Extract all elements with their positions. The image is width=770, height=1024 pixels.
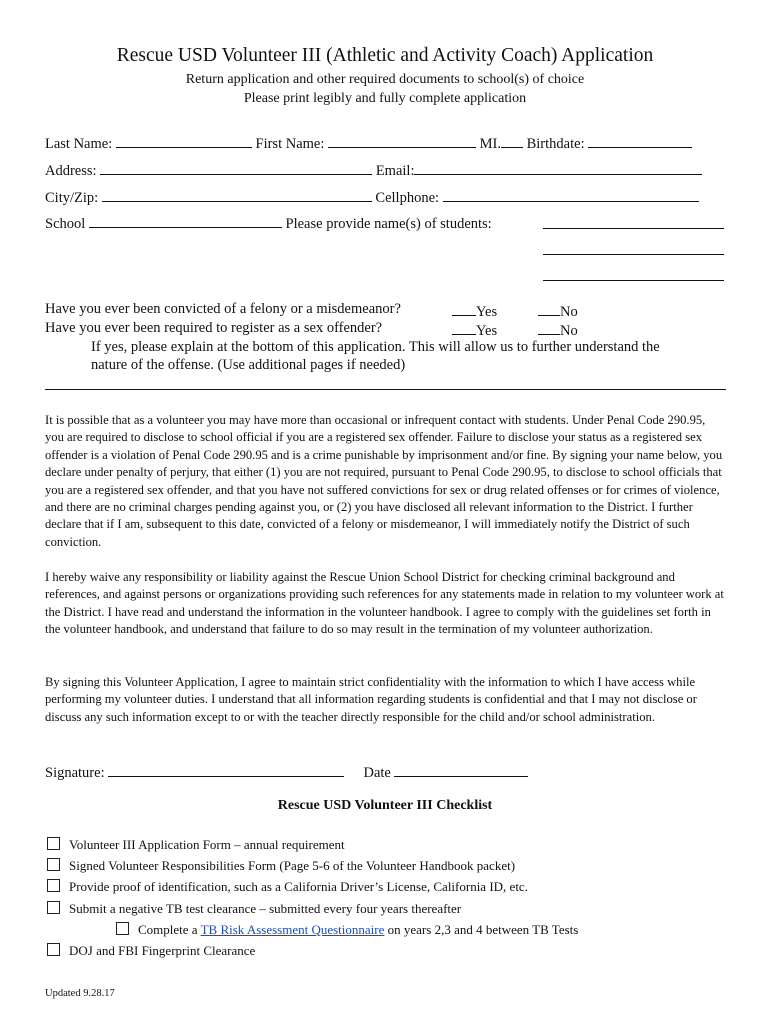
offender-no-label: No bbox=[560, 323, 578, 339]
date-field[interactable] bbox=[394, 762, 528, 777]
cityzip-label: City/Zip: bbox=[45, 190, 99, 206]
checklist-item-label: Signed Volunteer Responsibilities Form (Page 5-6 of the Volunteer Handbook packet) bbox=[69, 858, 516, 873]
cityzip-field[interactable] bbox=[102, 187, 372, 202]
checklist-item bbox=[47, 879, 528, 895]
confidentiality-paragraph: By signing this Volunteer Application, I agree to maintain strict confidentiality with the information to which I have access while performing my volunteer duties. I understand that all information regarding students is confidential and that I may not disclose or discuss any such information except to or with the teacher directly responsible for the child and/or school administration. bbox=[45, 675, 697, 724]
checkbox[interactable] bbox=[47, 837, 60, 850]
checklist-item-label: Submit a negative TB test clearance – submitted every four years thereafter bbox=[69, 901, 462, 916]
felony-yes[interactable] bbox=[452, 301, 497, 321]
checklist-title: Rescue USD Volunteer III Checklist bbox=[277, 798, 493, 813]
checklist-subitem bbox=[116, 922, 578, 938]
felony-no-label: No bbox=[560, 304, 578, 320]
offender-yes[interactable] bbox=[452, 320, 497, 340]
subitem-suffix: on years 2,3 and 4 between TB Tests bbox=[387, 922, 579, 937]
explain-line-2: nature of the offense. (Use additional pages if needed) bbox=[91, 357, 406, 373]
birthdate-field[interactable] bbox=[588, 133, 692, 148]
signature-field[interactable] bbox=[108, 762, 344, 777]
school-label: School bbox=[45, 216, 86, 232]
offender-yes-label: Yes bbox=[476, 323, 498, 339]
subtitle-return: Return application and other required documents to school(s) of choice bbox=[185, 72, 585, 87]
felony-no-blank[interactable] bbox=[538, 301, 560, 316]
cellphone-label: Cellphone: bbox=[375, 190, 440, 206]
checklist-item bbox=[47, 858, 515, 874]
last-name-field[interactable] bbox=[116, 133, 252, 148]
checklist-item bbox=[47, 943, 255, 959]
email-field[interactable] bbox=[414, 160, 702, 175]
signature-row bbox=[45, 762, 528, 782]
checkbox[interactable] bbox=[47, 901, 60, 914]
checkbox[interactable] bbox=[47, 943, 60, 956]
cellphone-field[interactable] bbox=[443, 187, 699, 202]
offender-yes-blank[interactable] bbox=[452, 320, 476, 335]
students-label: Please provide name(s) of students: bbox=[285, 216, 492, 232]
student-name-field-1[interactable] bbox=[543, 213, 724, 229]
checklist-item bbox=[47, 837, 345, 853]
date-label: Date bbox=[363, 765, 391, 781]
address-field[interactable] bbox=[100, 160, 372, 175]
last-name-row bbox=[45, 133, 692, 153]
birthdate-label: Birthdate: bbox=[526, 136, 585, 152]
waiver-paragraph: I hereby waive any responsibility or liability against the Rescue Union School District for checking criminal background and references, and against persons or organizations providing such references for any statements made in relation to my volunteer work at the District. I have read and understand the information in the volunteer handbook. I agree to comply with the guidelines set forth in the volunteer handbook, and understand that failure to do so may result in the termination of my volunteer authorization. bbox=[45, 570, 724, 637]
last-name-label: Last Name: bbox=[45, 136, 113, 152]
checklist-item-label: DOJ and FBI Fingerprint Clearance bbox=[69, 943, 256, 958]
offender-no[interactable] bbox=[538, 320, 578, 340]
school-field[interactable] bbox=[89, 213, 282, 228]
mi-label: MI. bbox=[479, 136, 501, 152]
checklist-item-label: Provide proof of identification, such as a California Driver’s License, California ID, etc. bbox=[69, 879, 528, 894]
subitem-prefix: Complete a bbox=[138, 922, 198, 937]
explain-line-1: If yes, please explain at the bottom of this application. This will allow us to further understand the bbox=[91, 339, 660, 355]
disclosure-paragraph: It is possible that as a volunteer you may have more than occasional or infrequent contact with students. Under Penal Code 290.95, you are required to disclose to school official if you are a registered sex offender. Failure to disclose your status as a registered sex offender is a violation of Penal Code 290.95 and is a crime punishable by imprisonment and/or fine. By signing your name below, you declare under penalty of perjury, that either (1) you are not required, pursuant to Penal Code 290.95, to disclose to school officials that you are a registered sex offender, and that you have not suffered convictions for sex or drug related offenses or for crimes of violence, and there are no criminal charges pending against you, or (2) you have disclosed all relevant information to the District. I further declare that if I am, subsequent to this date, convicted of a felony or misdemeanor, I will immediately notify the District of such conviction. bbox=[45, 413, 723, 549]
checkbox[interactable] bbox=[47, 858, 60, 871]
divider bbox=[45, 389, 726, 390]
checklist-item bbox=[47, 901, 461, 917]
felony-yes-label: Yes bbox=[476, 304, 498, 320]
tb-questionnaire-link[interactable]: TB Risk Assessment Questionnaire bbox=[200, 922, 385, 937]
school-row bbox=[45, 213, 492, 233]
offender-no-blank[interactable] bbox=[538, 320, 560, 335]
felony-no[interactable] bbox=[538, 301, 578, 321]
checkbox[interactable] bbox=[47, 879, 60, 892]
checklist-item-label: Volunteer III Application Form – annual requirement bbox=[69, 837, 345, 852]
mi-field[interactable] bbox=[501, 133, 523, 148]
page-title: Rescue USD Volunteer III (Athletic and Activity Coach) Application bbox=[116, 45, 654, 66]
updated-date: Updated 9.28.17 bbox=[45, 988, 115, 999]
checkbox[interactable] bbox=[116, 922, 129, 935]
address-row bbox=[45, 160, 702, 180]
felony-yes-blank[interactable] bbox=[452, 301, 476, 316]
offender-question: Have you ever been required to register as a sex offender? bbox=[45, 320, 383, 336]
student-name-field-3[interactable] bbox=[543, 265, 724, 281]
felony-question: Have you ever been convicted of a felony or a misdemeanor? bbox=[45, 301, 401, 317]
first-name-label: First Name: bbox=[255, 136, 325, 152]
signature-label: Signature: bbox=[45, 765, 105, 781]
subtitle-print: Please print legibly and fully complete application bbox=[243, 91, 527, 106]
student-name-field-2[interactable] bbox=[543, 239, 724, 255]
address-label: Address: bbox=[45, 163, 97, 179]
cityzip-row bbox=[45, 187, 699, 207]
first-name-field[interactable] bbox=[328, 133, 476, 148]
email-label: Email: bbox=[375, 163, 415, 179]
